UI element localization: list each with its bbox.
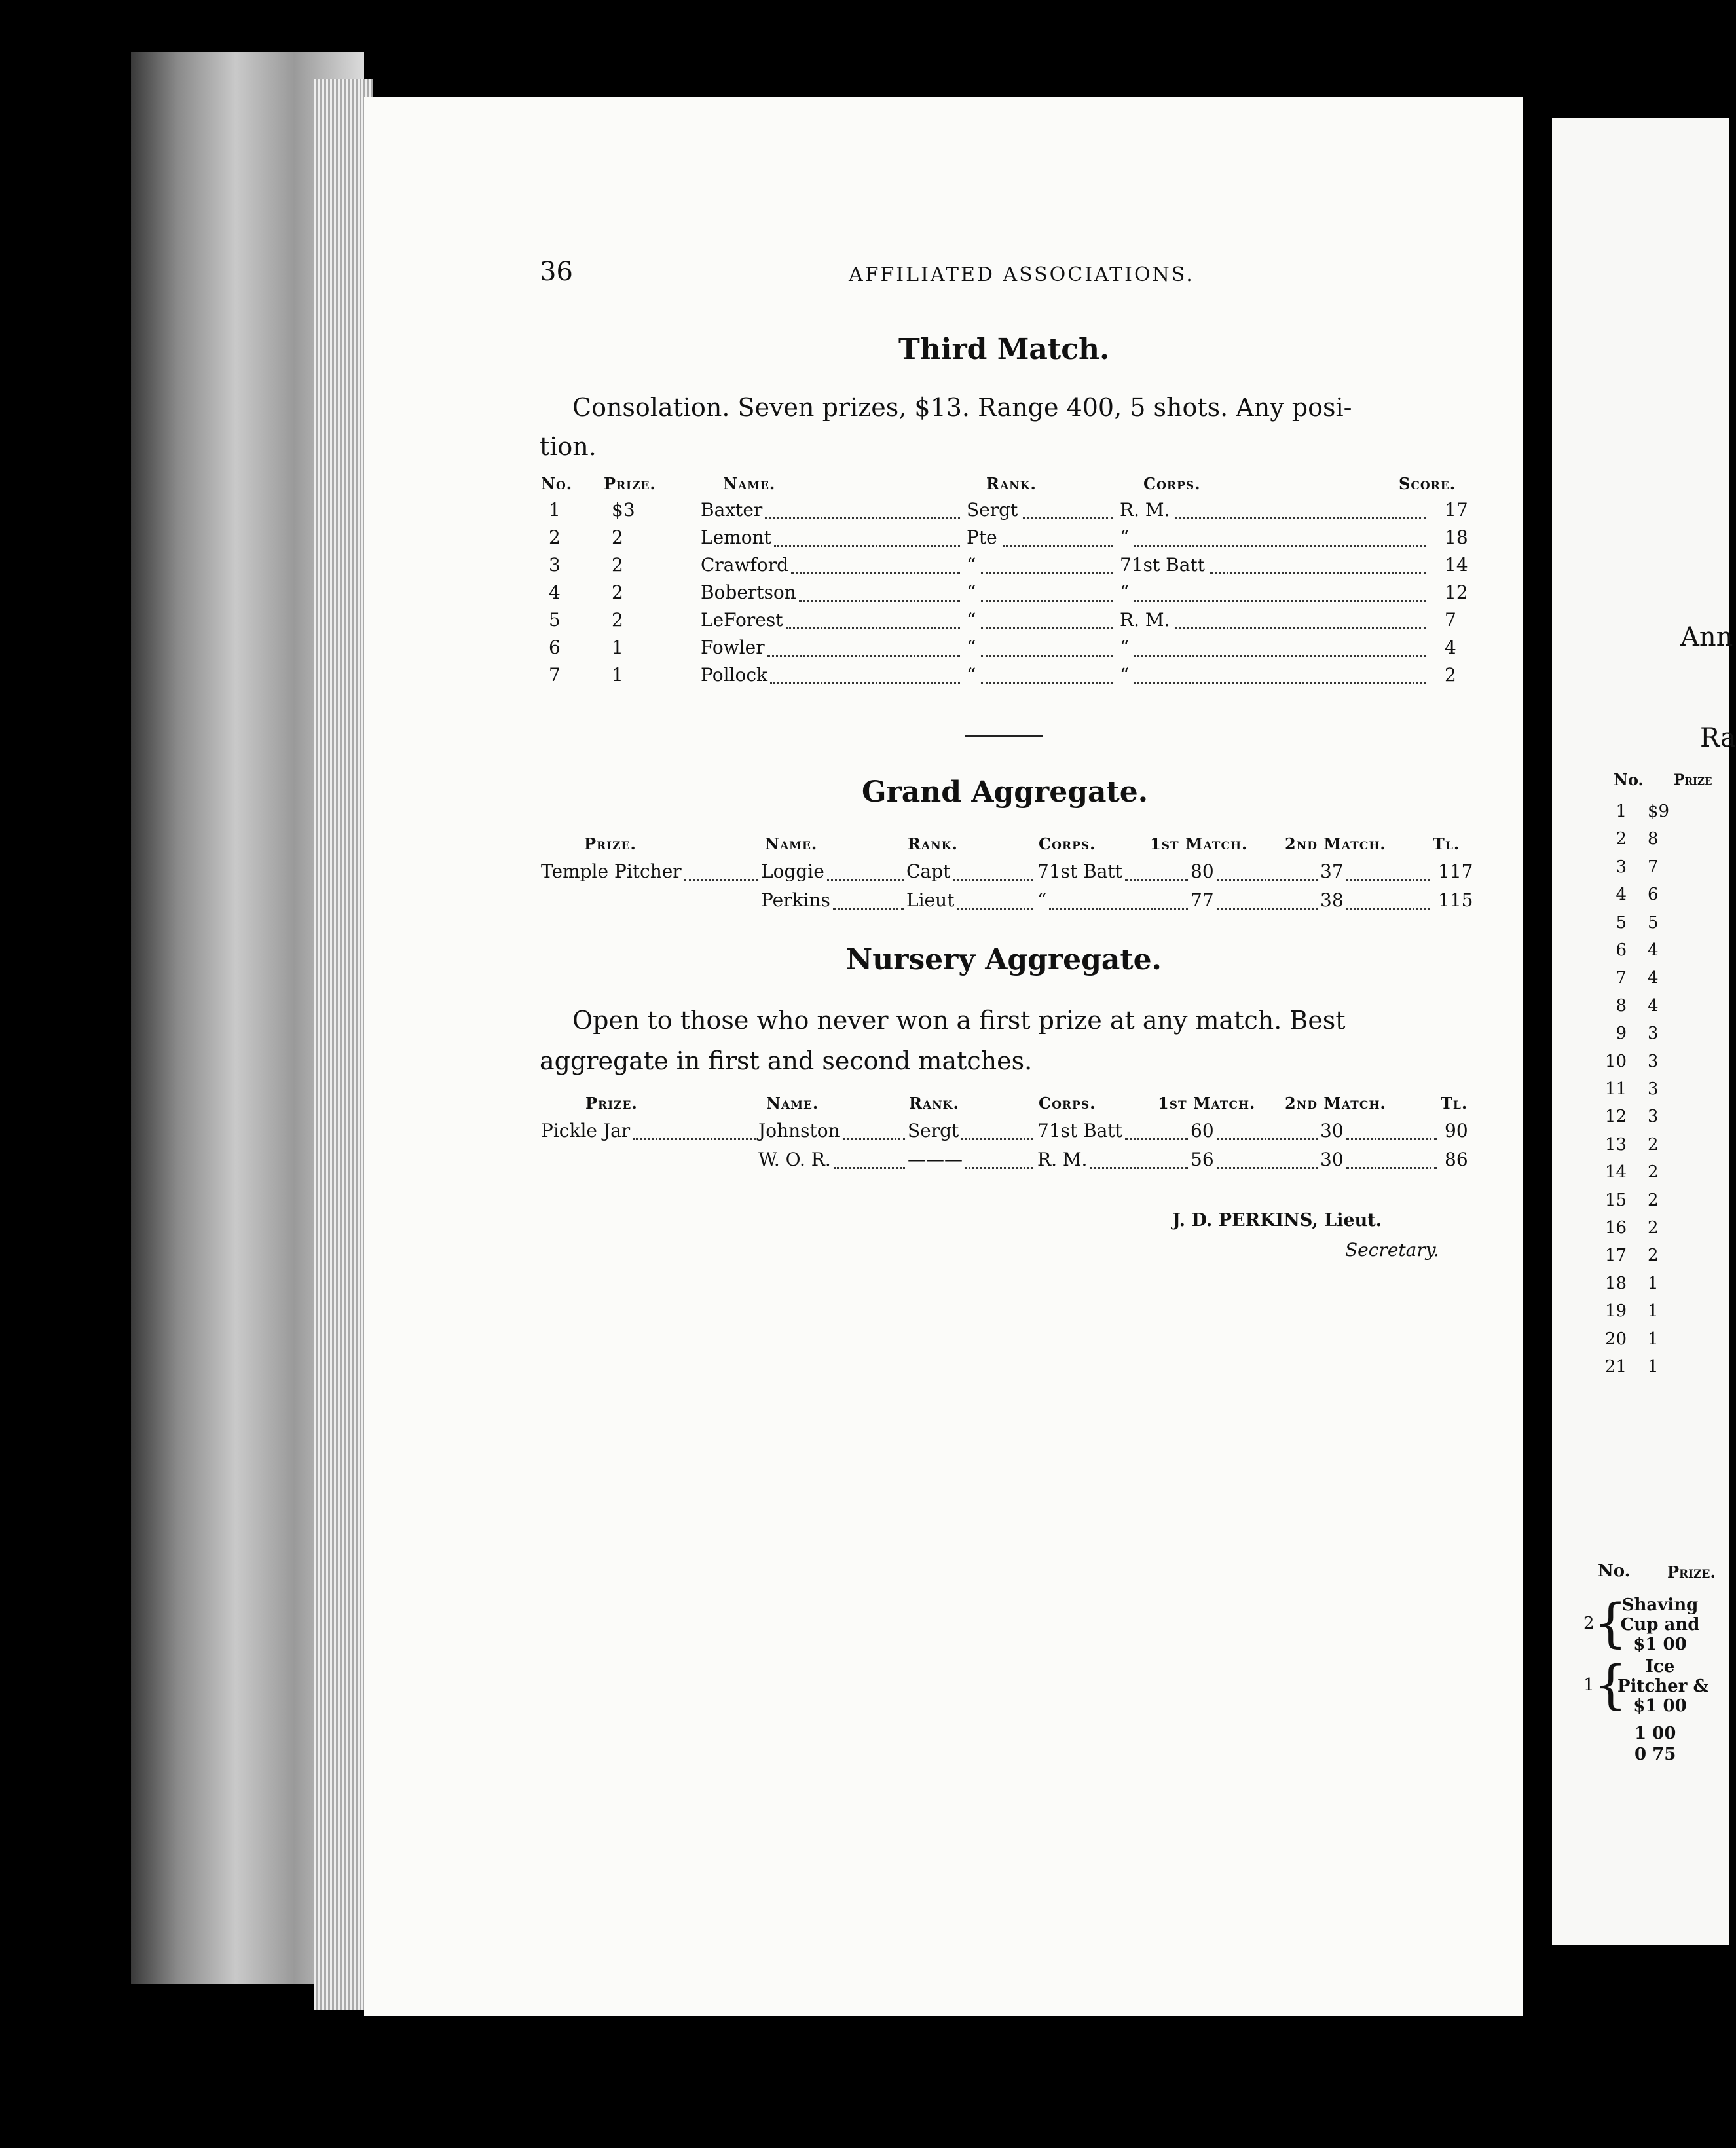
agg-rank: Sergt [908, 1120, 959, 1141]
row-prize: 1 [612, 637, 623, 658]
agg-first-match: 60 [1191, 1120, 1214, 1141]
row-name: Fowler [701, 637, 765, 658]
row-corps: R. M. [1120, 609, 1170, 631]
row-score: 7 [1445, 609, 1456, 631]
na-header-corps: Corps. [1039, 1094, 1096, 1113]
ga-header-first-match: 1st Match. [1150, 834, 1248, 853]
row-rank: Sergt [967, 499, 1018, 521]
row-corps: “ [1120, 637, 1130, 658]
row-no: 6 [549, 637, 561, 658]
agg-name: Loggie [761, 861, 824, 882]
agg-corps: “ [1037, 889, 1047, 911]
row-rank: Pte [967, 527, 997, 548]
right-lower-extra: 0 75 [1634, 1745, 1676, 1764]
right-row-prize: 5 [1648, 912, 1659, 933]
third-match-description-line2: tion. [540, 432, 597, 461]
leader-dots [1217, 879, 1318, 881]
right-lower-line: $1 00 [1633, 1696, 1687, 1716]
row-no: 4 [549, 582, 561, 603]
right-lower-line: Shaving [1621, 1595, 1699, 1615]
leader-dots [843, 1138, 905, 1140]
na-header-rank: Rank. [909, 1094, 959, 1113]
leader-dots [1217, 1138, 1318, 1140]
grand-aggregate-title: Grand Aggregate. [862, 775, 1149, 809]
na-header-first-match: 1st Match. [1158, 1094, 1256, 1113]
right-row-prize: 1 [1648, 1273, 1659, 1293]
agg-total: 90 [1445, 1120, 1468, 1141]
agg-total: 86 [1445, 1149, 1468, 1170]
leader-dots [953, 879, 1033, 881]
leader-dots [1134, 600, 1426, 602]
right-row-no: 18 [1604, 1273, 1627, 1293]
right-row-no: 16 [1604, 1218, 1627, 1238]
row-corps: “ [1120, 582, 1130, 603]
row-name: Crawford [701, 554, 788, 576]
right-fragment-mid: Ra [1700, 723, 1736, 753]
agg-name: Perkins [761, 889, 830, 911]
row-corps: “ [1120, 527, 1130, 548]
col-header-no: No. [541, 474, 573, 493]
leader-dots [1346, 879, 1430, 881]
row-name: Bobertson [701, 582, 796, 603]
col-header-name: Name. [723, 474, 776, 493]
row-corps: “ [1120, 664, 1130, 686]
signature-name: J. D. PERKINS, Lieut. [1172, 1210, 1382, 1231]
agg-second-match: 38 [1320, 889, 1344, 911]
leader-dots [1134, 655, 1426, 657]
row-name: Baxter [701, 499, 763, 521]
row-score: 12 [1445, 582, 1468, 603]
leader-dots [834, 1167, 905, 1169]
col-header-score: Score. [1399, 474, 1456, 493]
agg-rank: Capt [906, 861, 951, 882]
na-header-second-match: 2nd Match. [1285, 1094, 1386, 1113]
leader-dots [957, 908, 1033, 910]
leader-dots [981, 655, 1113, 657]
agg-name: Johnston [758, 1120, 840, 1141]
nursery-aggregate-title: Nursery Aggregate. [846, 943, 1162, 976]
right-row-no: 4 [1616, 885, 1627, 905]
right-lower-no: 1 [1583, 1675, 1595, 1695]
right-row-no: 2 [1616, 829, 1627, 849]
agg-rank: ——— [908, 1149, 963, 1170]
right-lower-header-prize: Prize. [1667, 1563, 1716, 1582]
right-row-prize: 4 [1648, 940, 1659, 960]
row-name: Lemont [701, 527, 771, 548]
agg-prize: Temple Pitcher [541, 861, 682, 882]
right-row-prize: 4 [1648, 968, 1659, 988]
row-rank: “ [967, 664, 976, 686]
leader-dots [770, 682, 960, 684]
agg-corps: 71st Batt [1037, 861, 1122, 882]
right-row-prize: 1 [1648, 1301, 1659, 1322]
leader-dots [981, 682, 1113, 684]
agg-name: W. O. R. [758, 1149, 831, 1170]
right-row-prize: 1 [1648, 1329, 1659, 1349]
row-score: 17 [1445, 499, 1468, 521]
right-lower-brace: { [1594, 1654, 1627, 1715]
leader-dots [1346, 1138, 1437, 1140]
right-row-no: 1 [1616, 802, 1627, 821]
row-score: 14 [1445, 554, 1468, 576]
na-header-name: Name. [766, 1094, 819, 1113]
leader-dots [767, 655, 960, 657]
leader-dots [1023, 517, 1113, 519]
agg-second-match: 37 [1320, 861, 1344, 882]
row-score: 2 [1445, 664, 1456, 686]
right-row-prize: 3 [1648, 1051, 1659, 1071]
row-name: Pollock [701, 664, 767, 686]
col-header-corps: Corps. [1143, 474, 1201, 493]
leader-dots [1125, 879, 1188, 881]
row-prize: 2 [612, 609, 623, 631]
agg-total: 117 [1438, 861, 1473, 882]
right-row-no: 14 [1604, 1162, 1627, 1183]
right-row-no: 11 [1604, 1079, 1627, 1099]
leader-dots [1175, 517, 1426, 519]
col-header-prize: Prize. [604, 474, 656, 493]
col-header-rank: Rank. [986, 474, 1037, 493]
leader-dots [1217, 908, 1318, 910]
right-row-no: 8 [1616, 995, 1627, 1016]
running-head: AFFILIATED ASSOCIATIONS. [849, 263, 1194, 286]
row-corps: 71st Batt [1120, 554, 1205, 576]
ga-header-name: Name. [765, 834, 818, 853]
row-no: 2 [549, 527, 561, 548]
right-header-prize: Prize [1674, 771, 1712, 788]
row-no: 7 [549, 664, 561, 686]
right-row-no: 13 [1604, 1134, 1627, 1155]
right-lower-line: Cup and [1620, 1615, 1700, 1635]
leader-dots [774, 545, 960, 547]
agg-first-match: 77 [1191, 889, 1214, 911]
leader-dots [1003, 545, 1113, 547]
right-row-no: 20 [1604, 1329, 1627, 1349]
leader-dots [1134, 545, 1426, 547]
ga-header-second-match: 2nd Match. [1285, 834, 1386, 853]
leader-dots [765, 517, 960, 519]
row-score: 18 [1445, 527, 1468, 548]
right-row-no: 15 [1604, 1190, 1627, 1210]
row-rank: “ [967, 554, 976, 576]
right-fragment-top: Ann [1680, 622, 1733, 652]
right-row-prize: 3 [1648, 1107, 1659, 1127]
row-prize: 2 [612, 527, 623, 548]
leader-dots [965, 1167, 1033, 1169]
right-row-no: 6 [1616, 940, 1627, 960]
right-row-prize: 6 [1648, 885, 1659, 905]
ga-header-rank: Rank. [908, 834, 958, 853]
leader-dots [1217, 1167, 1318, 1169]
signature-title: Secretary. [1345, 1239, 1439, 1261]
right-row-prize: 3 [1648, 1024, 1659, 1044]
right-row-no: 10 [1604, 1051, 1627, 1071]
right-row-prize: 7 [1648, 857, 1659, 877]
agg-first-match: 56 [1191, 1149, 1214, 1170]
leader-dots [981, 627, 1113, 629]
agg-total: 115 [1438, 889, 1473, 911]
right-lower-header-no: No. [1598, 1561, 1631, 1581]
leader-dots [1090, 1167, 1188, 1169]
third-match-description-line1: Consolation. Seven prizes, $13. Range 400, 5 shots. Any posi- [572, 393, 1352, 422]
na-header-prize: Prize. [585, 1094, 638, 1113]
right-row-no: 9 [1616, 1024, 1627, 1044]
agg-prize: Pickle Jar [541, 1120, 631, 1141]
agg-second-match: 30 [1320, 1149, 1344, 1170]
right-row-no: 5 [1616, 912, 1627, 933]
right-row-prize: 2 [1648, 1190, 1659, 1210]
right-row-prize: 8 [1648, 829, 1659, 849]
leader-dots [827, 879, 904, 881]
right-lower-line: Pitcher & [1617, 1676, 1708, 1696]
leader-dots [1346, 1167, 1437, 1169]
leader-dots [1210, 572, 1426, 574]
right-row-prize: 2 [1648, 1218, 1659, 1238]
leader-dots [961, 1138, 1033, 1140]
leader-dots [799, 600, 960, 602]
leader-dots [1175, 627, 1426, 629]
right-row-no: 21 [1604, 1357, 1627, 1377]
agg-second-match: 30 [1320, 1120, 1344, 1141]
right-header-no: No. [1614, 770, 1644, 789]
right-row-prize: 2 [1648, 1246, 1659, 1266]
row-prize: $3 [612, 499, 635, 521]
right-lower-line: $1 00 [1633, 1635, 1687, 1654]
leader-dots [981, 572, 1113, 574]
right-row-no: 12 [1604, 1107, 1627, 1127]
right-lower-brace: { [1594, 1593, 1627, 1654]
row-rank: “ [967, 637, 976, 658]
leader-dots [791, 572, 960, 574]
right-lower-line: Ice [1645, 1657, 1675, 1676]
leader-dots [684, 879, 758, 881]
leader-dots [1125, 1138, 1188, 1140]
row-score: 4 [1445, 637, 1456, 658]
agg-rank: Lieut [906, 889, 955, 911]
leader-dots [786, 627, 961, 629]
right-row-prize: 4 [1648, 995, 1659, 1016]
ga-header-corps: Corps. [1039, 834, 1096, 853]
nursery-description-line2: aggregate in first and second matches. [540, 1046, 1033, 1075]
third-match-title: Third Match. [898, 333, 1110, 366]
row-no: 5 [549, 609, 561, 631]
leader-dots [633, 1138, 756, 1140]
nursery-description-line1: Open to those who never won a first prize at any match. Best [572, 1006, 1346, 1035]
agg-corps: 71st Batt [1037, 1120, 1122, 1141]
agg-corps: R. M. [1037, 1149, 1088, 1170]
na-header-total: Tl. [1441, 1094, 1468, 1113]
right-row-prize: $9 [1648, 802, 1670, 821]
leader-dots [1346, 908, 1430, 910]
row-prize: 2 [612, 582, 623, 603]
row-rank: “ [967, 582, 976, 603]
leader-dots [833, 908, 904, 910]
row-no: 3 [549, 554, 561, 576]
row-rank: “ [967, 609, 976, 631]
right-row-no: 17 [1604, 1246, 1627, 1266]
ga-header-total: Tl. [1433, 834, 1460, 853]
row-corps: R. M. [1120, 499, 1170, 521]
agg-first-match: 80 [1191, 861, 1214, 882]
right-row-no: 7 [1616, 968, 1627, 988]
leader-dots [1134, 682, 1426, 684]
right-row-no: 3 [1616, 857, 1627, 877]
ga-header-prize: Prize. [584, 834, 637, 853]
page-number: 36 [540, 257, 573, 287]
right-row-prize: 3 [1648, 1079, 1659, 1099]
right-row-prize: 2 [1648, 1162, 1659, 1183]
leader-dots [1049, 908, 1188, 910]
right-row-prize: 1 [1648, 1357, 1659, 1377]
section-divider [965, 735, 1043, 737]
right-lower-no: 2 [1583, 1614, 1595, 1633]
row-prize: 1 [612, 664, 623, 686]
right-row-no: 19 [1604, 1301, 1627, 1322]
row-no: 1 [549, 499, 561, 521]
right-row-prize: 2 [1648, 1134, 1659, 1155]
row-prize: 2 [612, 554, 623, 576]
row-name: LeForest [701, 609, 783, 631]
leader-dots [981, 600, 1113, 602]
right-lower-extra: 1 00 [1634, 1724, 1676, 1743]
